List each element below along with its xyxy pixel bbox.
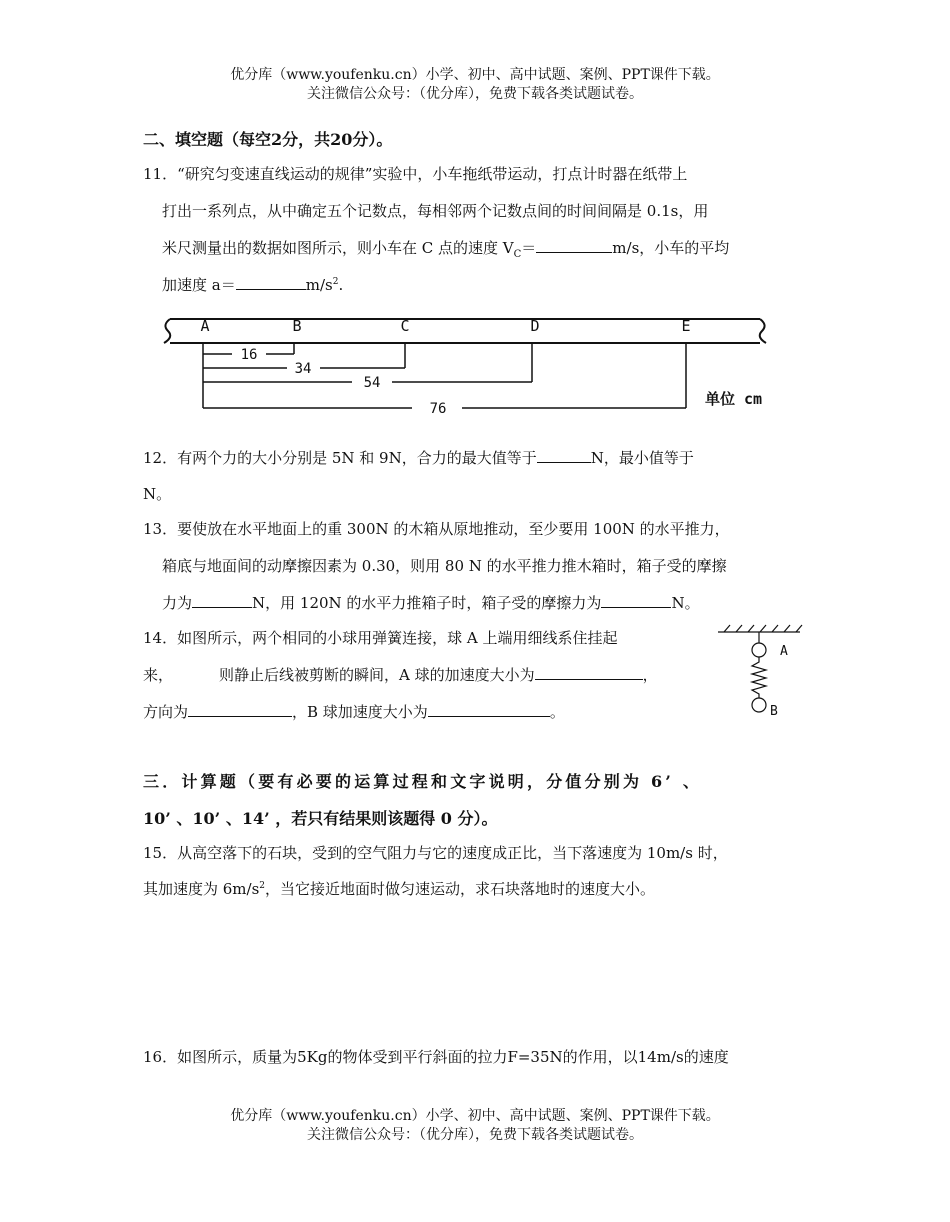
q15-line-2 [143, 878, 655, 899]
q15-superscript-2: 2 [259, 881, 266, 891]
q11-line-4 [162, 274, 343, 295]
q11-velocity-blank[interactable] [536, 238, 612, 253]
ticker-tape-figure [160, 312, 800, 416]
q12-max-blank[interactable] [537, 448, 591, 463]
q13-line-3-tail: N。 [671, 594, 700, 612]
tape-point-d: D [530, 317, 540, 335]
q11-acceleration-blank[interactable] [236, 275, 306, 290]
unit-label: 单位 cm [705, 390, 763, 408]
q14-direction-blank[interactable] [188, 702, 292, 717]
distance-label-16: 16 [240, 347, 258, 363]
q16-line-1: 16．如图所示，质量为5Kg的物体受到平行斜面的拉力F=35N的作用，以14m/s的速度 [143, 1048, 729, 1066]
tape-point-c: C [400, 317, 410, 335]
q12-line-2: N。 [143, 485, 172, 503]
q13-line-2: 箱底与地面间的动摩擦因素为 0.30，则用 80 N 的水平推力推木箱时，箱子受的摩擦 [162, 557, 727, 575]
q14-a-accel-blank[interactable] [535, 665, 643, 680]
footer-line-1: 优分库（www.youfenku.cn）小学、初中、高中试题、案例、PPT课件下载。 [230, 1108, 720, 1124]
distance-label-34: 34 [294, 361, 312, 377]
q13-line-1: 13．要使放在水平地面上的重 300N 的木箱从原地推动，至少要用 100N 的水平推力， [143, 520, 730, 538]
q14-line-1: 14．如图所示，两个相同的小球用弹簧连接，球 A 上端用细线系住挂起 [143, 629, 618, 647]
footer-line-2: 关注微信公众号：（优分库），免费下载各类试题试卷。 [307, 1127, 643, 1143]
q11-period: . [338, 276, 344, 294]
q14-line-3-lead: 方向为 [143, 703, 189, 721]
q13-friction-blank-1[interactable] [192, 593, 252, 608]
q14-line-3-text: ，B 球加速度大小为 [292, 703, 428, 721]
section-3-title-line-2: 10’ 、10’ 、14’ ，若只有结果则该题得 0 分）。 [143, 809, 498, 828]
tape-point-e: E [681, 317, 691, 335]
q13-line-3-text: 力为 [162, 594, 193, 612]
q14-line-2-lead: 来， [143, 666, 174, 684]
measurement-lines [203, 343, 686, 408]
q11-line-3-text: 米尺测量出的数据如图所示，则小车在 C 点的速度 V [162, 239, 514, 257]
q11-superscript-2: 2 [332, 277, 339, 287]
distance-label-76: 76 [429, 401, 447, 416]
section-2-title: 二、填空题（每空2分，共20分）。 [143, 130, 393, 149]
q11-unit: m/s [305, 276, 333, 294]
ceiling [718, 625, 802, 632]
q14-line-2-tail: ， [642, 666, 658, 684]
ball-a-label: A [780, 644, 788, 659]
ball-b [752, 698, 766, 712]
header-line-1: 优分库（www.youfenku.cn）小学、初中、高中试题、案例、PPT课件下载。 [230, 67, 720, 83]
q14-b-accel-blank[interactable] [428, 702, 550, 717]
tape-point-a: A [200, 317, 210, 335]
tape-strip [164, 319, 766, 343]
q11-line-3-tail: m/s，小车的平均 [612, 239, 730, 257]
q13-line-3 [162, 592, 700, 613]
ball-a [752, 643, 766, 657]
q14-line-2 [143, 664, 658, 685]
q14-line-2-text: 则静止后线被剪断的瞬间，A 球的加速度大小为 [219, 666, 535, 684]
q13-friction-blank-2[interactable] [601, 593, 671, 608]
ball-b-label: B [770, 704, 778, 718]
q13-line-3-mid: N，用 120N 的水平力推箱子时，箱子受的摩擦力为 [252, 594, 602, 612]
q15-line-2-tail: ，当它接近地面时做匀速运动，求石块落地时的速度大小。 [265, 880, 656, 898]
distance-label-54: 54 [363, 375, 381, 391]
q12-line-1-text: 12．有两个力的大小分别是 5N 和 9N，合力的最大值等于 [143, 449, 537, 467]
spring-ball-figure [712, 622, 808, 718]
section-3-title-line-1: 三．计算题（要有必要的运算过程和文字说明，分值分别为 6’ 、 [143, 772, 703, 791]
spring [752, 657, 766, 698]
q14-line-3-tail: 。 [549, 703, 565, 721]
q12-line-1 [143, 447, 694, 468]
q15-line-2-text: 其加速度为 6m/s [143, 880, 260, 898]
q11-line-4-text: 加速度 a＝ [162, 276, 236, 294]
q14-line-3 [143, 701, 565, 722]
q11-line-1: 11．“研究匀变速直线运动的规律”实验中，小车拖纸带运动，打点计时器在纸带上 [143, 165, 688, 183]
q11-line-2: 打出一系列点，从中确定五个记数点，每相邻两个记数点间的时间间隔是 0.1s，用 [162, 202, 709, 220]
q11-line-3 [162, 237, 729, 260]
q12-line-1-tail: N，最小值等于 [590, 449, 694, 467]
header-line-2: 关注微信公众号：（优分库），免费下载各类试题试卷。 [307, 86, 643, 102]
q11-equals: ＝ [521, 239, 537, 257]
q15-line-1: 15．从高空落下的石块，受到的空气阻力与它的速度成正比，当下落速度为 10m/s 时， [143, 844, 728, 862]
q11-subscript-c: C [513, 249, 522, 260]
tape-point-b: B [292, 317, 302, 335]
